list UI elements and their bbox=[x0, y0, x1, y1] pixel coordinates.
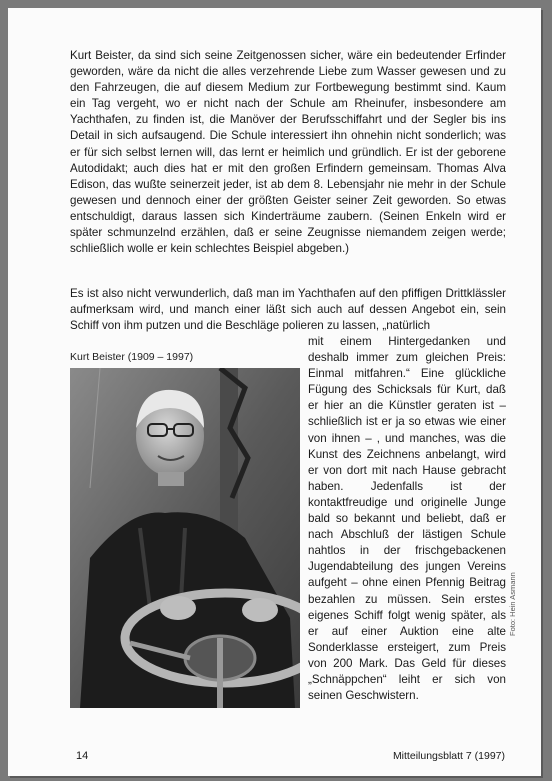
photo-caption: Kurt Beister (1909 – 1997) bbox=[70, 351, 194, 363]
photo-credit: Foto: Hein Asmann bbox=[508, 572, 517, 636]
page-number: 14 bbox=[76, 750, 89, 762]
intro-paragraph: Kurt Beister, da sind sich seine Zeitgenossen sicher, wäre ein bedeutender Erfinder geworden, wäre da nicht die alles verzehrende Liebe zum Wasser gewesen und zu den Fahrzeugen, die auf diesem Medium zur Fortbewegung bestimmt sind. Kaum ein Tag vergeht, wo er nicht nach der Schule am Rheinufer, insbesondere am Yachthafen, zu finden ist, die Manöver der Berufsschiffahrt und der Segler bis ins Detail in sich aufsaugend. Die Schule interessiert ihn ohnehin nicht sonderlich; was er für sich selbst lernen will, das lernt er heimlich und gründlich. Er ist der geborene Autodidakt; auch dies hat er mit den großen Erfindern gemeinsam. Thomas Alva Edison, das wußte seinerzeit jeder, ist ab dem 8. Lebensjahr nie mehr in der Schule gewesen und dennoch einer der größten Geister seiner Zeit geworden. So etwas entschuldigt, daraus lassen sich Kinderträume zaubern. (Seinen Enkeln wird er später schmunzelnd erzählen, daß er seine Zeugnisse niemandem zeigen werde; schließlich wolle er kein schlechtes Beispiel abgeben.) bbox=[70, 49, 506, 256]
portrait-photo bbox=[70, 368, 300, 708]
second-paragraph-start: Es ist also nicht verwunderlich, daß man im Yachthafen auf den pfiffigen Drittklässler aufmerksam wird, und manch einer läßt sich auch auf dessen Angebot ein, sein Schiff von ihm putzen und die Beschläge polieren zu lassen, „natürlich bbox=[70, 287, 506, 333]
second-paragraph-continued: mit einem Hintergedanken und deshalb immer zum gleichen Preis: Einmal mitfahren.“ Eine glückliche Fügung des Schicksals für Kurt, daß er hier an die Künstler geraten ist – schließlich ist er ja so etwas wie einer von ihnen – , und manches, was die Kunst des Zeichnens anbelangt, wird er von dort mit nach Hause gebracht haben. Jedenfalls ist der kontaktfreudige und originelle Junge bald so bekannt und beliebt, daß er nach Abschluß der lästigen Schule nahtlos in der frischgebackenen Jugendabteilung des jungen Vereins aufgeht – ohne einen Pfennig Beitrag bezahlen zu müssen. Sein erstes eigenes Schiff folgt wenig später, als er auf einer Auktion eine alte Sonderklasse ersteigert, zum Preis von 200 Mark. Das Geld für dieses „Schnäppchen“ leiht er sich von seinen Geschwistern. bbox=[308, 335, 506, 703]
page bbox=[8, 8, 541, 776]
footer-title: Mitteilungsblatt 7 (1997) bbox=[392, 750, 505, 762]
